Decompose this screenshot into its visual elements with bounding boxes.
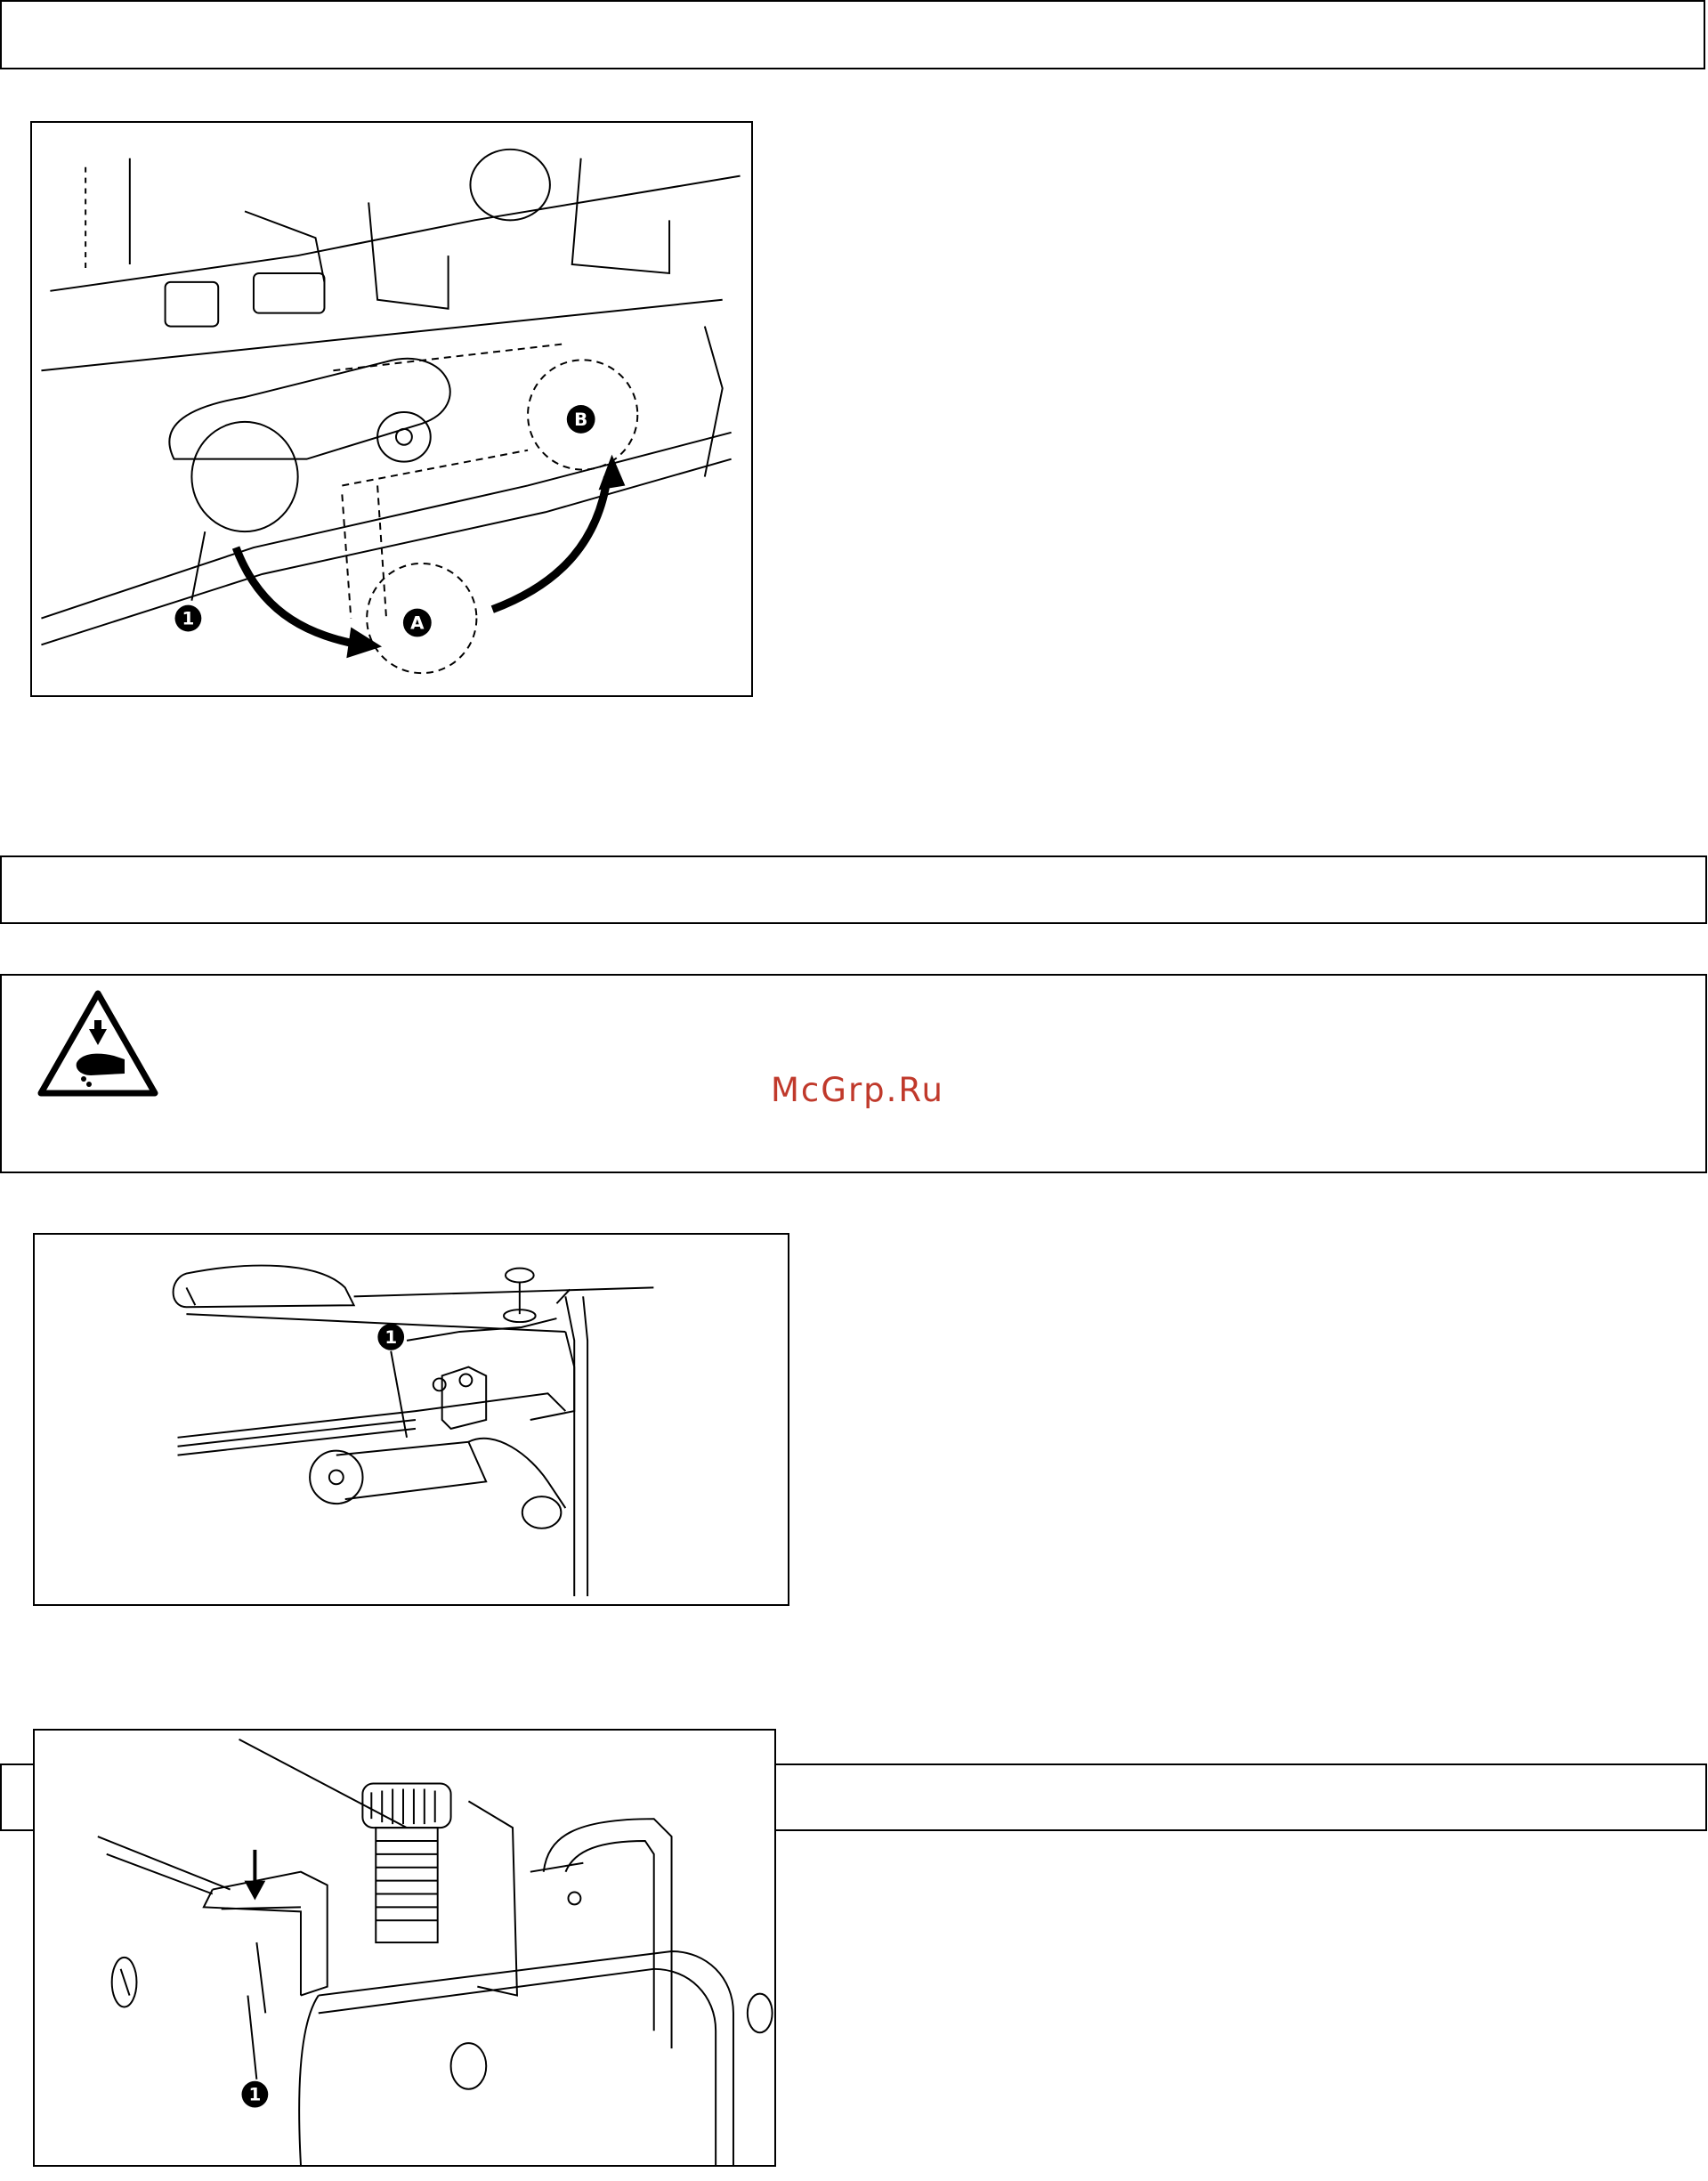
figure-1 <box>30 121 753 697</box>
figure-2 <box>33 1233 789 1606</box>
figure-2-drawing <box>35 1235 788 1604</box>
hand-crush-warning-icon <box>37 990 158 1097</box>
figure-3-callout-1: 1 <box>248 2084 262 2105</box>
figure-3 <box>33 1729 776 2167</box>
figure-1-callout-1: 1 <box>182 608 195 629</box>
watermark: McGrp.Ru <box>771 1071 944 1109</box>
section-header-box-1 <box>0 0 1705 69</box>
figure-2-callout-1: 1 <box>385 1326 398 1348</box>
figure-1-drawing <box>32 123 751 695</box>
section-header-box-2 <box>0 855 1707 924</box>
figure-1-callout-b: B <box>574 409 588 430</box>
figure-1-callout-a: A <box>410 612 425 634</box>
figure-3-drawing <box>35 1731 774 2165</box>
